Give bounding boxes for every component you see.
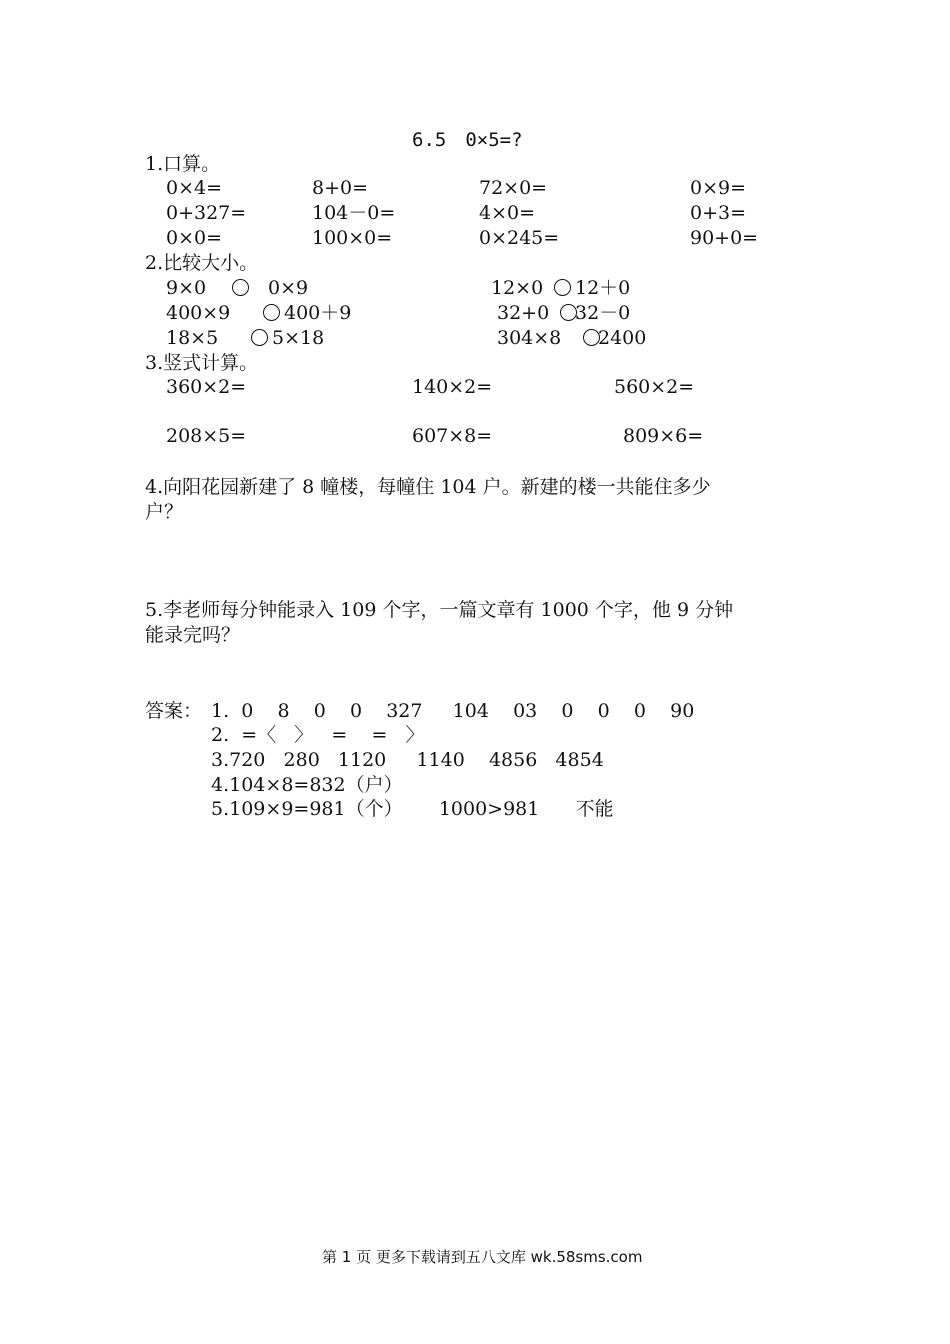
question-4-line2: 户？ [145, 501, 184, 523]
oral-item: 0+3= [690, 202, 747, 224]
compare-left: 9×0 [166, 277, 207, 299]
section-3-heading: 3.竖式计算。 [145, 352, 259, 374]
question-5-line1: 5.李老师每分钟能录入 109 个字，一篇文章有 1000 个字，他 9 分钟 [145, 599, 734, 621]
oral-item: 0×4= [166, 177, 223, 199]
question-5-line2: 能录完吗？ [145, 624, 241, 646]
oral-item: 8+0= [312, 177, 369, 199]
compare-left: 32+0 [497, 302, 550, 324]
page-title: 6.5 0×5=? [412, 129, 523, 151]
compare-right: 2400 [598, 327, 647, 349]
answer-4: 4.104×8=832（户） [211, 774, 403, 796]
oral-item: 0×0= [166, 227, 223, 249]
compare-left: 304×8 [497, 327, 562, 349]
compare-right: 400＋9 [284, 302, 352, 324]
vertical-calc-item: 360×2= [166, 376, 247, 398]
compare-right: 5×18 [272, 327, 325, 349]
compare-left: 18×5 [166, 327, 219, 349]
compare-circle [263, 304, 280, 321]
section-1-heading: 1.口算。 [145, 153, 221, 175]
oral-item: 90+0= [690, 227, 759, 249]
compare-circle [251, 329, 268, 346]
answers-label: 答案： [145, 700, 203, 722]
oral-item: 0+327= [166, 202, 247, 224]
compare-right: 32－0 [575, 302, 631, 324]
answer-1: 1. 0 8 0 0 327 104 03 0 0 0 90 [211, 700, 695, 722]
oral-item: 72×0= [479, 177, 548, 199]
vertical-calc-item: 560×2= [614, 376, 695, 398]
vertical-calc-item: 208×5= [166, 425, 247, 447]
compare-right: 0×9 [268, 277, 309, 299]
vertical-calc-item: 809×6= [623, 425, 704, 447]
page-footer: 第 1 页 更多下载请到五八文库 wk.58sms.com [322, 1248, 643, 1266]
oral-item: 100×0= [312, 227, 393, 249]
compare-circle [232, 279, 249, 296]
answer-2: 2. =〈 〉 = = 〉 [211, 724, 425, 746]
section-2-heading: 2.比较大小。 [145, 252, 259, 274]
compare-left: 12×0 [491, 277, 544, 299]
compare-left: 400×9 [166, 302, 231, 324]
compare-right: 12＋0 [575, 277, 631, 299]
vertical-calc-item: 607×8= [412, 425, 493, 447]
answer-5: 5.109×9=981（个） 1000>981 不能 [211, 798, 614, 820]
oral-item: 0×245= [479, 227, 560, 249]
oral-item: 0×9= [690, 177, 747, 199]
oral-item: 4×0= [479, 202, 536, 224]
oral-item: 104－0= [312, 202, 396, 224]
question-4-line1: 4.向阳花园新建了 8 幢楼，每幢住 104 户。新建的楼一共能住多少 [145, 476, 711, 498]
compare-circle [554, 279, 571, 296]
vertical-calc-item: 140×2= [412, 376, 493, 398]
answer-3: 3.720 280 1120 1140 4856 4854 [211, 749, 604, 771]
